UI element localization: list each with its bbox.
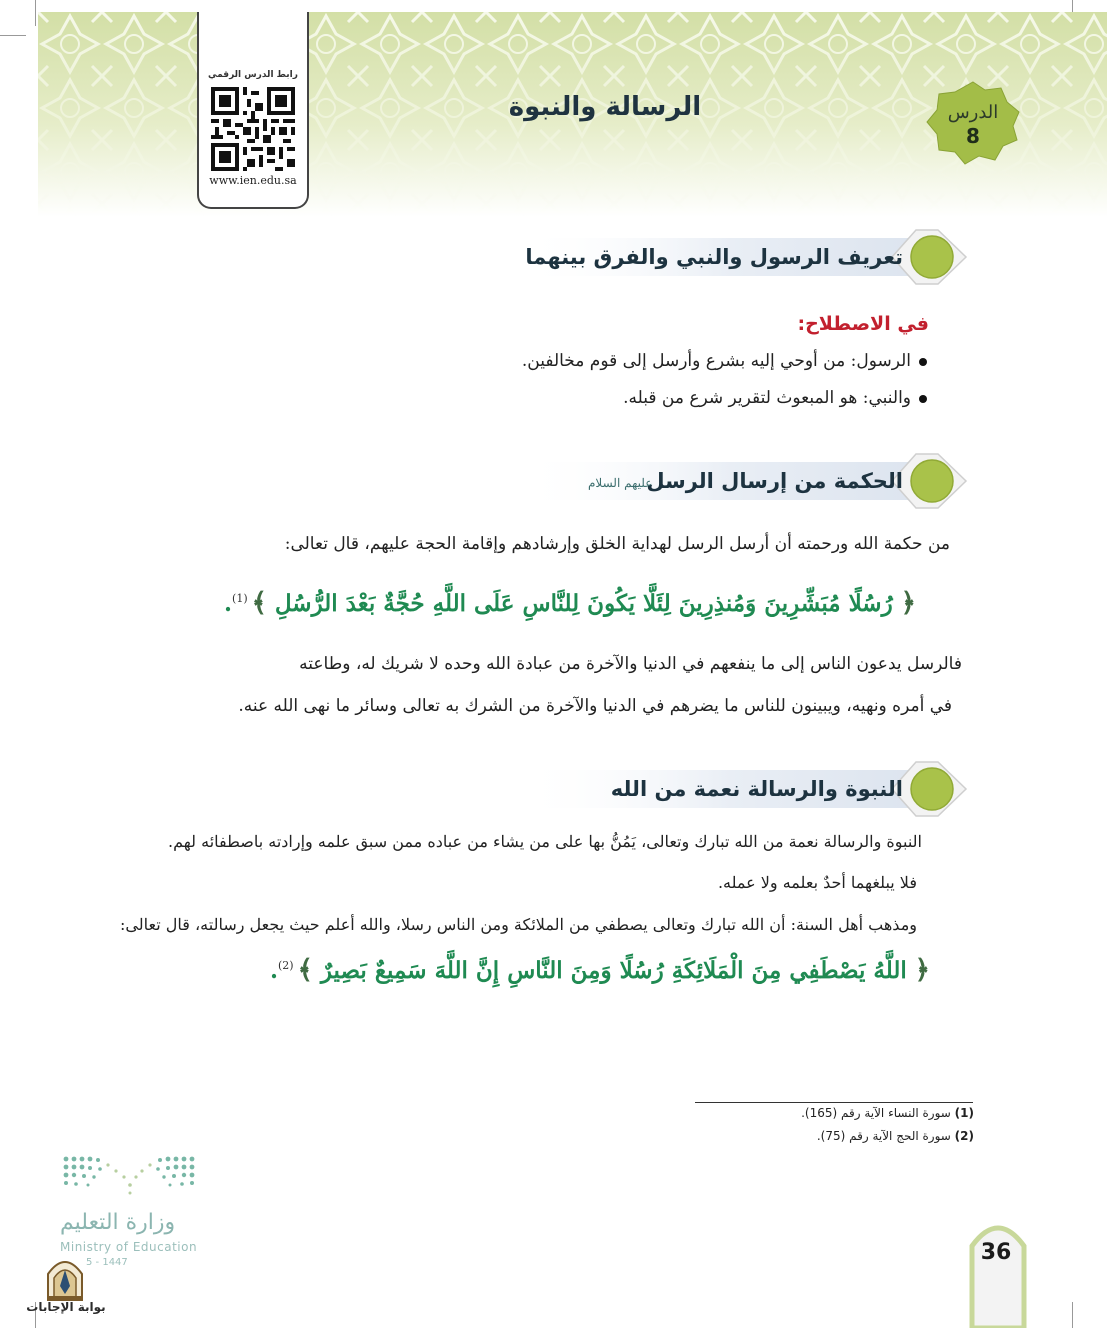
qr-code-icon[interactable]: [211, 87, 295, 171]
page-number-tab: [968, 1218, 1028, 1328]
bullet-icon: [919, 358, 927, 366]
verse-bracket-icon: ﴿: [914, 955, 931, 985]
lesson-number: 8: [966, 124, 980, 148]
verse-bracket-icon: ﴿: [900, 588, 916, 618]
portal-logo-icon: [44, 1256, 86, 1302]
lesson-badge: [925, 80, 1021, 166]
section-title-blessing: النبوة والرسالة نعمة من الله: [610, 777, 903, 801]
paragraph: من حكمة الله ورحمته أن أرسل الرسل لهداية الخلق وإرشادهم وإقامة الحجة عليهم، قال تعالى:: [284, 534, 950, 554]
footnote: [817, 1129, 974, 1143]
portal-name: بوابة الإجابات: [26, 1300, 106, 1314]
qr-code-card[interactable]: [197, 12, 309, 209]
term-heading: في الاصطلاح:: [797, 313, 929, 335]
crop-mark: [1072, 1302, 1073, 1328]
page-title: الرسالة والنبوة: [508, 92, 702, 122]
footnote: [801, 1106, 974, 1120]
section-title-definition: تعريف الرسول والنبي والفرق بينهما: [525, 245, 903, 269]
footnote-number: (1): [954, 1106, 974, 1120]
qr-url[interactable]: www.ien.edu.sa: [209, 174, 297, 187]
paragraph: فالرسل يدعون الناس إلى ما ينفعهم في الدنيا والآخرة من عبادة الله وحده لا شريك له، وطاعته: [299, 654, 962, 674]
lesson-label: الدرس: [947, 102, 999, 123]
edition-year: 5 - 1447: [86, 1257, 128, 1268]
paragraph: ومذهب أهل السنة: أن الله تبارك وتعالى يصطفي من الملائكة ومن الناس رسلا، والله أعلم حيث يجعل رسالته، قال تعالى:: [120, 915, 917, 934]
bullet-text: الرسول: من أوحي إليه بشرع وأرسل إلى قوم مخالفين.: [521, 351, 911, 371]
verse-bracket-icon: ﴾: [251, 588, 267, 618]
page-number: 36: [980, 1240, 1012, 1265]
footnote-ref: (1): [232, 592, 248, 606]
footnote-divider: [695, 1102, 973, 1103]
verse-text: رُسُلًا مُبَشِّرِينَ وَمُنذِرِينَ لِئَلَّا يَكُونَ لِلنَّاسِ عَلَى اللَّهِ حُجَّةٌ بَعْدَ الرُّسُلِ: [274, 590, 893, 617]
verse-bracket-icon: ﴾: [297, 955, 313, 985]
footnote-text: سورة الحج الآية رقم (75).: [816, 1129, 951, 1143]
ministry-name-ar: وزارة التعليم: [60, 1210, 176, 1235]
list-item: [522, 351, 927, 371]
ministry-name-en: Ministry of Education: [60, 1240, 198, 1254]
footnote-number: (2): [954, 1129, 974, 1143]
ministry-logo-icon: [60, 1155, 200, 1201]
list-item: [623, 388, 927, 408]
quran-verse: ﴿ اللَّهُ يَصْطَفِي مِنَ الْمَلَائِكَةِ رُسُلًا وَمِنَ النَّاسِ إِنَّ اللَّهَ سَمِيعٌ بَصِيرٌ ﴾$^{(2)}$.: [269, 955, 931, 985]
paragraph: في أمره ونهيه، ويبينون للناس ما يضرهم في الدنيا والآخرة من الشرك به تعالى وسائر ما نهى الله عنه.: [238, 696, 952, 716]
paragraph: النبوة والرسالة نعمة من الله تبارك وتعالى، يَمُنُّ بها على من يشاء من عباده ممن سبق علمه وإرادته باصطفائه لهم.: [168, 832, 922, 851]
quran-verse: ﴿ رُسُلًا مُبَشِّرِينَ وَمُنذِرِينَ لِئَلَّا يَكُونَ لِلنَّاسِ عَلَى اللَّهِ حُجَّةٌ بَعْدَ الرُّسُلِ ﴾$^{(1)}$.: [224, 588, 916, 618]
paragraph: فلا يبلغهما أحدٌ بعلمه ولا عمله.: [717, 873, 917, 892]
crop-mark: [0, 35, 26, 36]
footnote-ref: (2): [277, 959, 294, 973]
bullet-text: والنبي: هو المبعوث لتقرير شرع من قبله.: [623, 388, 911, 408]
bullet-icon: [919, 395, 927, 403]
verse-text: اللَّهُ يَصْطَفِي مِنَ الْمَلَائِكَةِ رُسُلًا وَمِنَ النَّاسِ إِنَّ اللَّهَ سَمِيعٌ بَصِيرٌ: [320, 957, 907, 984]
qr-label: رابط الدرس الرقمي: [208, 70, 298, 80]
footnote-text: سورة النساء الآية رقم (165).: [801, 1106, 951, 1120]
honorific-calligraphy: عليهم السلام: [588, 476, 653, 490]
section-title-wisdom: الحكمة من إرسال الرسل: [646, 469, 903, 493]
crop-mark: [35, 0, 36, 26]
